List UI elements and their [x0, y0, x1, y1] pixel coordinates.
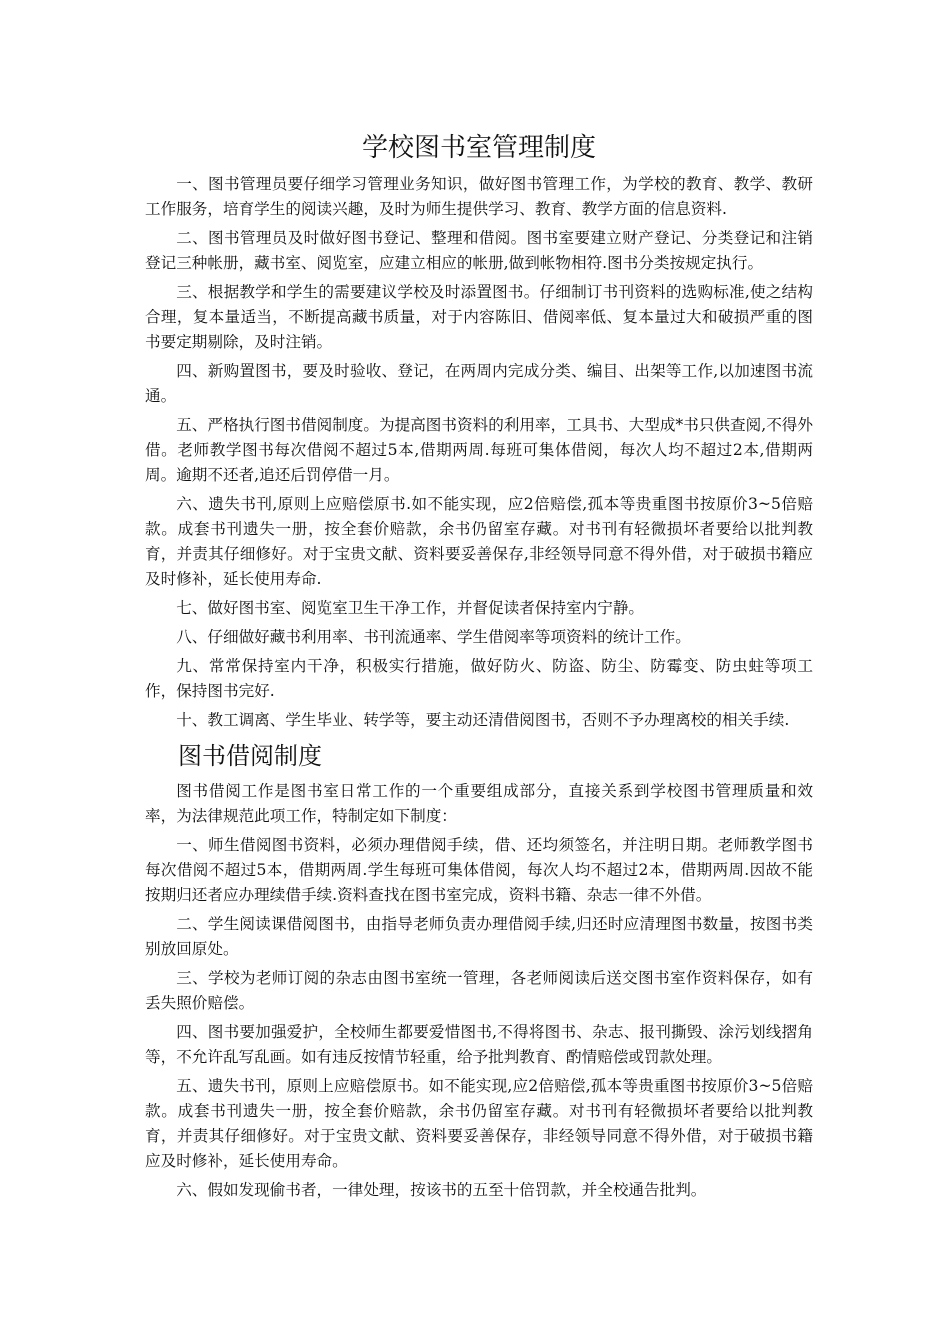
paragraph: 五、遗失书刊，原则上应赔偿原书。如不能实现,应2倍赔偿,孤本等贵重图书按原价3~5倍赔款。成套书刊遗失一册，按全套价赔款，余书仍留室存藏。对书刊有轻微损坏者要给以批判教育，并责其仔细修好。对于宝贵文献、资料要妥善保存，非经领导同意不得外借，对于破损书籍应及时修补，延长使用寿命。: [145, 1077, 813, 1170]
document-page: [145, 130, 813, 1207]
paragraph: 九、常常保持室内干净，积极实行措施，做好防火、防盗、防尘、防霉变、防虫蛀等项工作，保持图书完好.: [145, 657, 813, 700]
section-title-borrowing-rules: 图书借阅制度: [178, 742, 322, 770]
paragraph: 四、新购置图书，要及时验收、登记，在两周内完成分类、编目、出架等工作,以加速图书流通。: [145, 362, 813, 405]
paragraph: 一、师生借阅图书资料，必须办理借阅手续，借、还均须签名，并注明日期。老师教学图书每次借阅不超过5本，借期两周.学生每班可集体借阅，每次人均不超过2本，借期两周.因故不能按期归还者应办理续借手续.资料查找在图书室完成，资料书籍、杂志一律不外借。: [145, 836, 813, 904]
section-borrowing-rules: [145, 779, 813, 1203]
section-title-library-management: 学校图书室管理制度: [361, 133, 596, 163]
paragraph: 三、学校为老师订阅的杂志由图书室统一管理，各老师阅读后送交图书室作资料保存，如有丢失照价赔偿。: [145, 969, 813, 1012]
paragraph: 二、图书管理员及时做好图书登记、整理和借阅。图书室要建立财产登记、分类登记和注销登记三种帐册，藏书室、阅览室，应建立相应的帐册,做到帐物相符.图书分类按规定执行。: [145, 229, 813, 272]
paragraph: 五、严格执行图书借阅制度。为提高图书资料的利用率，工具书、大型成*书只供查阅,不得外借。老师教学图书每次借阅不超过5本,借期两周.每班可集体借阅，每次人均不超过2本,借期两周。逾期不还者,追还后罚停借一月。: [145, 416, 813, 484]
paragraph: 图书借阅工作是图书室日常工作的一个重要组成部分，直接关系到学校图书管理质量和效率，为法律规范此项工作，特制定如下制度：: [145, 782, 813, 825]
paragraph: 八、仔细做好藏书利用率、书刊流通率、学生借阅率等项资料的统计工作。: [176, 628, 691, 646]
paragraph: 二、学生阅读课借阅图书，由指导老师负责办理借阅手续,归还时应清理图书数量，按图书类别放回原处。: [145, 915, 813, 958]
paragraph: 十、教工调离、学生毕业、转学等，要主动还清借阅图书，否则不予办理离校的相关手续.: [176, 711, 790, 729]
paragraph: 一、图书管理员要仔细学习管理业务知识，做好图书管理工作，为学校的教育、教学、教研工作服务，培育学生的阅读兴趣，及时为师生提供学习、教育、教学方面的信息资料.: [145, 175, 813, 218]
paragraph: 三、根据教学和学生的需要建议学校及时添置图书。仔细制订书刊资料的选购标准,使之结构合理，复本量适当，不断提高藏书质量，对于内容陈旧、借阅率低、复本量过大和破损严重的图书要定期剔除，及时注销。: [145, 283, 813, 351]
paragraph: 六、假如发现偷书者，一律处理，按该书的五至十倍罚款，并全校通告批判。: [176, 1181, 707, 1199]
paragraph: 六、遗失书刊,原则上应赔偿原书.如不能实现，应2倍赔偿,孤本等贵重图书按原价3~5倍赔款。成套书刊遗失一册，按全套价赔款，余书仍留室存藏。对书刊有轻微损坏者要给以批判教育，并责其仔细修好。对于宝贵文献、资料要妥善保存,非经领导同意不得外借，对于破损书籍应及时修补，延长使用寿命.: [145, 495, 813, 588]
section-library-management: [145, 172, 813, 733]
paragraph: 四、图书要加强爱护，全校师生都要爱惜图书,不得将图书、杂志、报刊撕毁、涂污划线摺角等，不允许乱写乱画。如有违反按情节轻重，给予批判教育、酌情赔偿或罚款处理。: [145, 1023, 813, 1066]
paragraph: 七、做好图书室、阅览室卫生干净工作，并督促读者保持室内宁静。: [176, 599, 645, 617]
